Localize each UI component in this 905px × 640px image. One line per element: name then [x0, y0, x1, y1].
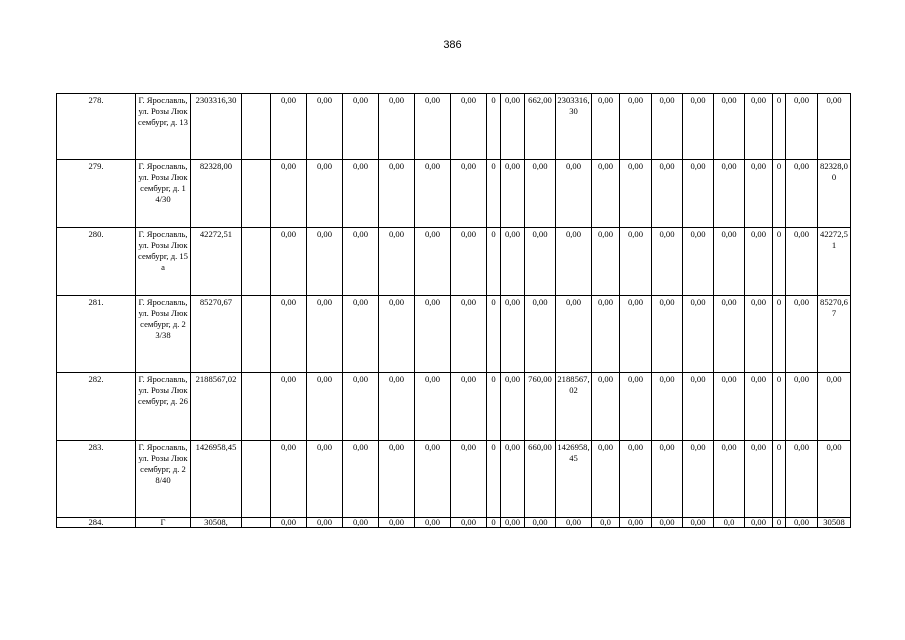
value-cell-c20: 0 [773, 228, 786, 296]
address-cell: Г. Ярославль, ул. Розы Люксембург, д. 28/40 [136, 441, 191, 518]
value-cell-c15: 0,00 [620, 373, 652, 441]
row-number-cell: 278. [57, 94, 136, 160]
value-cell-c17: 0,00 [683, 94, 714, 160]
value-cell-c21: 0,00 [786, 441, 818, 518]
value-cell-c20: 0 [773, 296, 786, 373]
total-amount-cell: 30508, [191, 518, 242, 528]
value-cell-c11: 0,00 [501, 160, 525, 228]
value-cell-c20: 0 [773, 160, 786, 228]
value-cell-c8: 0,00 [415, 441, 451, 518]
value-cell-c13: 2303316,30 [556, 94, 592, 160]
table-row [57, 441, 851, 518]
value-cell-c15: 0,00 [620, 296, 652, 373]
value-cell-c12: 0,00 [525, 160, 556, 228]
value-cell-c18: 0,00 [714, 228, 745, 296]
value-cell-c5: 0,00 [307, 373, 343, 441]
value-cell-c8: 0,00 [415, 518, 451, 528]
value-cell-c14: 0,0 [592, 518, 620, 528]
value-cell-c4: 0,00 [271, 518, 307, 528]
value-cell-c7: 0,00 [379, 441, 415, 518]
value-cell-c19: 0,00 [745, 441, 773, 518]
value-cell-c5: 0,00 [307, 228, 343, 296]
value-cell-c10: 0 [487, 94, 501, 160]
value-cell-c19: 0,00 [745, 296, 773, 373]
value-cell-c21: 0,00 [786, 518, 818, 528]
address-cell: Г. Ярославль, ул. Розы Люксембург, д. 15а [136, 228, 191, 296]
value-cell-c13: 0,00 [556, 296, 592, 373]
value-cell-c8: 0,00 [415, 296, 451, 373]
value-cell-c13: 0,00 [556, 228, 592, 296]
value-cell-c3 [242, 441, 271, 518]
register-table [56, 93, 851, 528]
value-cell-c3 [242, 160, 271, 228]
value-cell-c18: 0,00 [714, 373, 745, 441]
value-cell-c22: 82328,00 [818, 160, 851, 228]
value-cell-c6: 0,00 [343, 441, 379, 518]
value-cell-c17: 0,00 [683, 228, 714, 296]
value-cell-c21: 0,00 [786, 228, 818, 296]
value-cell-c10: 0 [487, 518, 501, 528]
value-cell-c18: 0,00 [714, 160, 745, 228]
value-cell-c7: 0,00 [379, 373, 415, 441]
value-cell-c20: 0 [773, 518, 786, 528]
total-amount-cell: 2188567,02 [191, 373, 242, 441]
value-cell-c21: 0,00 [786, 373, 818, 441]
value-cell-c19: 0,00 [745, 160, 773, 228]
value-cell-c11: 0,00 [501, 441, 525, 518]
value-cell-c3 [242, 296, 271, 373]
value-cell-c16: 0,00 [652, 518, 683, 528]
value-cell-c6: 0,00 [343, 160, 379, 228]
value-cell-c7: 0,00 [379, 94, 415, 160]
row-number-cell: 279. [57, 160, 136, 228]
value-cell-c14: 0,00 [592, 373, 620, 441]
value-cell-c18: 0,0 [714, 518, 745, 528]
value-cell-c17: 0,00 [683, 160, 714, 228]
address-cell: Г. Ярославль, ул. Розы Люксембург, д. 13 [136, 94, 191, 160]
value-cell-c14: 0,00 [592, 94, 620, 160]
value-cell-c9: 0,00 [451, 94, 487, 160]
value-cell-c22: 30508 [818, 518, 851, 528]
value-cell-c12: 760,00 [525, 373, 556, 441]
value-cell-c14: 0,00 [592, 296, 620, 373]
value-cell-c20: 0 [773, 94, 786, 160]
table-row [57, 296, 851, 373]
value-cell-c3 [242, 373, 271, 441]
value-cell-c11: 0,00 [501, 373, 525, 441]
table-row [57, 94, 851, 160]
total-amount-cell: 85270,67 [191, 296, 242, 373]
page-number: 386 [443, 39, 462, 51]
total-amount-cell: 42272,51 [191, 228, 242, 296]
value-cell-c4: 0,00 [271, 441, 307, 518]
total-amount-cell: 1426958,45 [191, 441, 242, 518]
value-cell-c13: 0,00 [556, 518, 592, 528]
value-cell-c17: 0,00 [683, 373, 714, 441]
value-cell-c6: 0,00 [343, 228, 379, 296]
value-cell-c11: 0,00 [501, 518, 525, 528]
value-cell-c16: 0,00 [652, 296, 683, 373]
row-number-cell: 282. [57, 373, 136, 441]
value-cell-c7: 0,00 [379, 228, 415, 296]
value-cell-c6: 0,00 [343, 94, 379, 160]
value-cell-c9: 0,00 [451, 160, 487, 228]
value-cell-c13: 0,00 [556, 160, 592, 228]
value-cell-c10: 0 [487, 228, 501, 296]
value-cell-c5: 0,00 [307, 441, 343, 518]
total-amount-cell: 82328,00 [191, 160, 242, 228]
value-cell-c4: 0,00 [271, 296, 307, 373]
value-cell-c15: 0,00 [620, 228, 652, 296]
value-cell-c16: 0,00 [652, 373, 683, 441]
value-cell-c12: 0,00 [525, 228, 556, 296]
table-row [57, 518, 851, 528]
value-cell-c12: 0,00 [525, 518, 556, 528]
value-cell-c4: 0,00 [271, 94, 307, 160]
value-cell-c19: 0,00 [745, 373, 773, 441]
value-cell-c8: 0,00 [415, 94, 451, 160]
table-row [57, 228, 851, 296]
value-cell-c8: 0,00 [415, 373, 451, 441]
value-cell-c20: 0 [773, 441, 786, 518]
value-cell-c21: 0,00 [786, 296, 818, 373]
value-cell-c14: 0,00 [592, 441, 620, 518]
total-amount-cell: 2303316,30 [191, 94, 242, 160]
address-cell: Г. Ярославль, ул. Розы Люксембург, д. 26 [136, 373, 191, 441]
value-cell-c13: 1426958,45 [556, 441, 592, 518]
value-cell-c6: 0,00 [343, 373, 379, 441]
value-cell-c22: 0,00 [818, 441, 851, 518]
value-cell-c21: 0,00 [786, 160, 818, 228]
value-cell-c5: 0,00 [307, 94, 343, 160]
value-cell-c10: 0 [487, 373, 501, 441]
value-cell-c10: 0 [487, 296, 501, 373]
value-cell-c19: 0,00 [745, 518, 773, 528]
value-cell-c13: 2188567,02 [556, 373, 592, 441]
row-number-cell: 284. [57, 518, 136, 528]
value-cell-c9: 0,00 [451, 228, 487, 296]
value-cell-c4: 0,00 [271, 373, 307, 441]
row-number-cell: 280. [57, 228, 136, 296]
table-row [57, 373, 851, 441]
value-cell-c15: 0,00 [620, 160, 652, 228]
value-cell-c21: 0,00 [786, 94, 818, 160]
value-cell-c3 [242, 518, 271, 528]
value-cell-c5: 0,00 [307, 160, 343, 228]
value-cell-c10: 0 [487, 441, 501, 518]
value-cell-c19: 0,00 [745, 228, 773, 296]
value-cell-c19: 0,00 [745, 94, 773, 160]
value-cell-c12: 660,00 [525, 441, 556, 518]
row-number-cell: 283. [57, 441, 136, 518]
value-cell-c22: 85270,67 [818, 296, 851, 373]
address-cell: Г. Ярославль, ул. Розы Люксембург, д. 23/38 [136, 296, 191, 373]
value-cell-c22: 0,00 [818, 373, 851, 441]
value-cell-c14: 0,00 [592, 228, 620, 296]
value-cell-c17: 0,00 [683, 441, 714, 518]
value-cell-c6: 0,00 [343, 518, 379, 528]
value-cell-c15: 0,00 [620, 518, 652, 528]
address-cell: Г [136, 518, 191, 528]
value-cell-c6: 0,00 [343, 296, 379, 373]
value-cell-c20: 0 [773, 373, 786, 441]
value-cell-c8: 0,00 [415, 160, 451, 228]
value-cell-c7: 0,00 [379, 518, 415, 528]
value-cell-c14: 0,00 [592, 160, 620, 228]
value-cell-c11: 0,00 [501, 296, 525, 373]
value-cell-c4: 0,00 [271, 228, 307, 296]
value-cell-c5: 0,00 [307, 296, 343, 373]
value-cell-c8: 0,00 [415, 228, 451, 296]
value-cell-c15: 0,00 [620, 94, 652, 160]
value-cell-c17: 0,00 [683, 518, 714, 528]
value-cell-c17: 0,00 [683, 296, 714, 373]
value-cell-c22: 42272,51 [818, 228, 851, 296]
value-cell-c11: 0,00 [501, 94, 525, 160]
value-cell-c22: 0,00 [818, 94, 851, 160]
value-cell-c9: 0,00 [451, 296, 487, 373]
value-cell-c10: 0 [487, 160, 501, 228]
value-cell-c7: 0,00 [379, 296, 415, 373]
row-number-cell: 281. [57, 296, 136, 373]
address-cell: Г. Ярославль, ул. Розы Люксембург, д. 14/30 [136, 160, 191, 228]
value-cell-c7: 0,00 [379, 160, 415, 228]
table-row [57, 160, 851, 228]
value-cell-c3 [242, 228, 271, 296]
value-cell-c15: 0,00 [620, 441, 652, 518]
value-cell-c12: 662,00 [525, 94, 556, 160]
value-cell-c9: 0,00 [451, 441, 487, 518]
value-cell-c3 [242, 94, 271, 160]
value-cell-c18: 0,00 [714, 296, 745, 373]
value-cell-c16: 0,00 [652, 160, 683, 228]
value-cell-c9: 0,00 [451, 518, 487, 528]
value-cell-c18: 0,00 [714, 441, 745, 518]
value-cell-c5: 0,00 [307, 518, 343, 528]
value-cell-c4: 0,00 [271, 160, 307, 228]
value-cell-c12: 0,00 [525, 296, 556, 373]
value-cell-c11: 0,00 [501, 228, 525, 296]
value-cell-c18: 0,00 [714, 94, 745, 160]
value-cell-c16: 0,00 [652, 441, 683, 518]
value-cell-c9: 0,00 [451, 373, 487, 441]
value-cell-c16: 0,00 [652, 94, 683, 160]
value-cell-c16: 0,00 [652, 228, 683, 296]
